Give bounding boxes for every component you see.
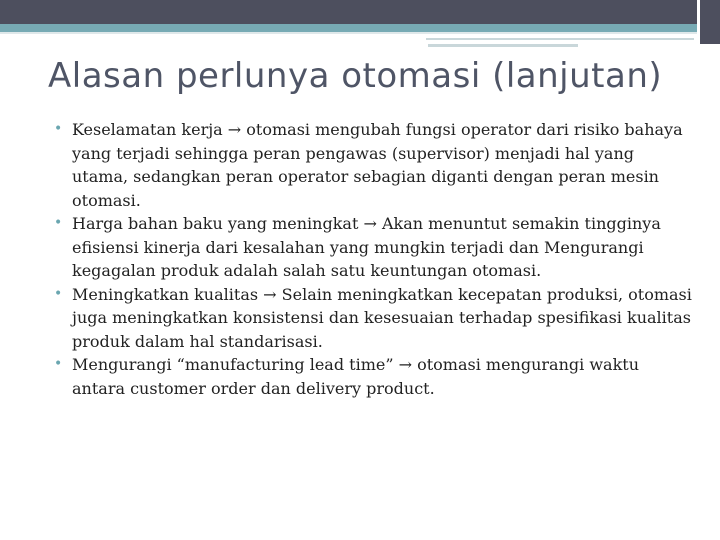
slide-title: Alasan perlunya otomasi (lanjutan) bbox=[48, 56, 663, 96]
bullet-item bbox=[54, 353, 694, 400]
bullet-text: Keselamatan kerja → otomasi mengubah fungsi operator dari risiko bahaya yang terjadi sehingga peran pengawas (supervisor) menjadi hal yang utama, sedangkan peran operator sebagian diganti dengan peran mesin otomasi. bbox=[72, 120, 683, 210]
decorative-line-short bbox=[428, 44, 578, 47]
bullet-item bbox=[54, 283, 694, 354]
header-divider bbox=[0, 32, 720, 34]
header-bar bbox=[0, 0, 720, 24]
bullet-list bbox=[54, 118, 694, 400]
decorative-line bbox=[426, 38, 694, 40]
bullet-text: Meningkatkan kualitas → Selain meningkatkan kecepatan produksi, otomasi juga meningkatkan konsistensi dan kesesuaian terhadap spesifikasi kualitas produk dalam hal standarisasi. bbox=[72, 284, 692, 351]
bullet-text: Mengurangi “manufacturing lead time” → otomasi mengurangi waktu antara customer order dan delivery product. bbox=[72, 355, 640, 398]
bullet-item bbox=[54, 212, 694, 283]
header-accent-stripe bbox=[0, 24, 720, 32]
bullet-marker: • bbox=[54, 121, 63, 137]
corner-block bbox=[700, 0, 720, 44]
corner-block-divider bbox=[697, 0, 700, 44]
bullet-marker: • bbox=[54, 356, 63, 372]
bullet-marker: • bbox=[54, 285, 63, 302]
bullet-text: Harga bahan baku yang meningkat → Akan menuntut semakin tingginya efisiensi kinerja dari kesalahan yang mungkin terjadi dan Mengurangi kegagalan produk adalah salah satu keuntungan otomasi. bbox=[72, 214, 661, 280]
bullet-marker: • bbox=[54, 215, 63, 231]
bullet-item bbox=[54, 118, 694, 212]
